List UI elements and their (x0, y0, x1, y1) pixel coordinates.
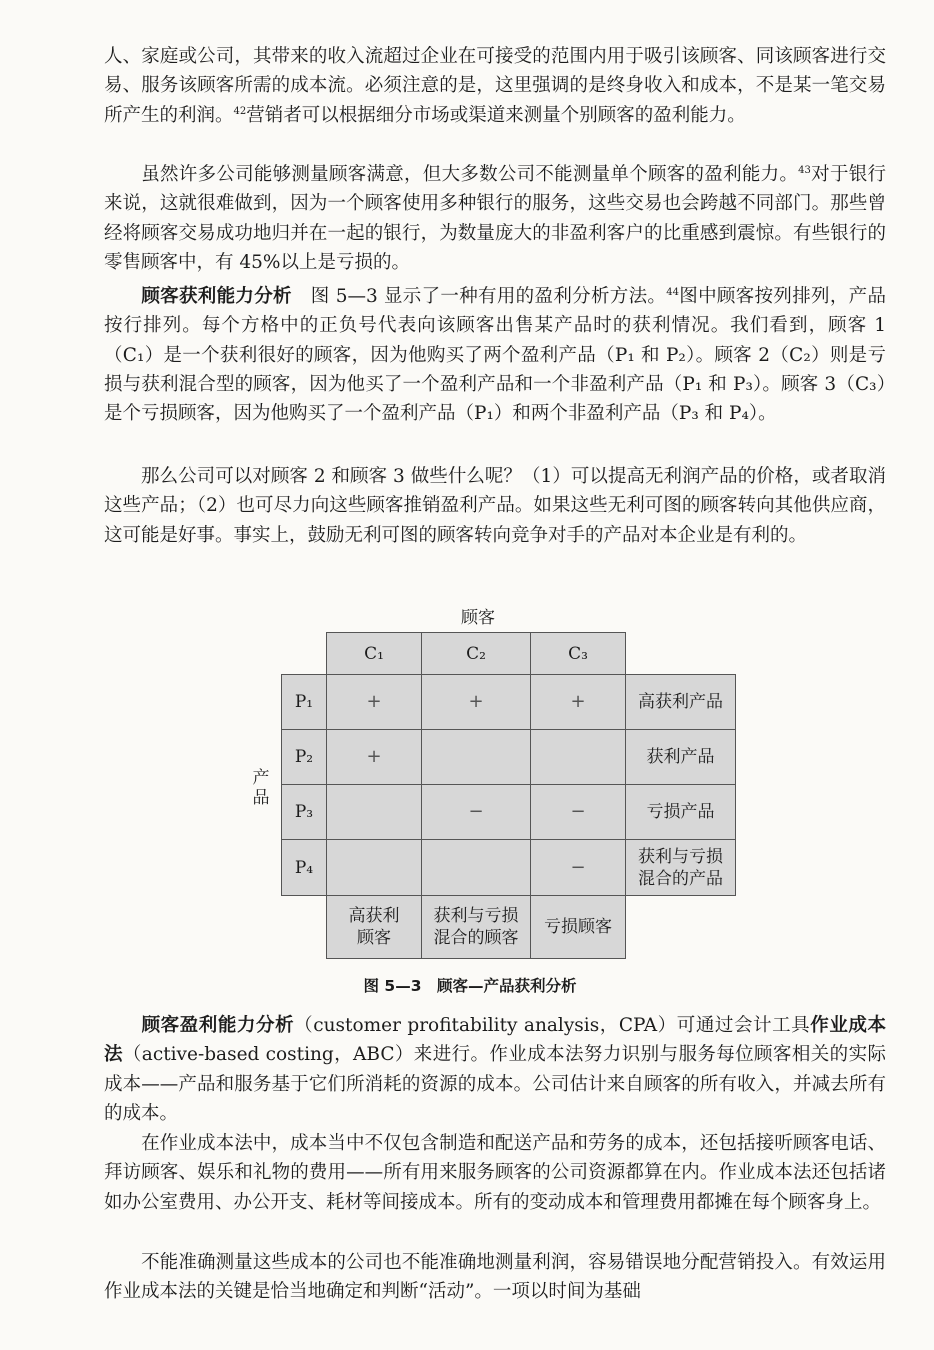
matrix-cell (421, 729, 531, 785)
footnote-ref-43[interactable]: 43 (798, 165, 811, 176)
footnote-ref-44[interactable]: 44 (666, 287, 679, 298)
row-label: 亏损产品 (625, 784, 736, 840)
matrix-cell: + (421, 674, 531, 730)
matrix-cell (421, 839, 531, 896)
figure-side-label: 产品 (252, 768, 270, 808)
figure-top-label: 顾客 (461, 608, 495, 628)
row-label: 高获利产品 (625, 674, 736, 730)
row-header: P₁ (281, 674, 327, 730)
paragraph-2-text-a: 虽然许多公司能够测量顾客满意，但大多数公司不能测量单个顾客的盈利能力。 (141, 164, 799, 185)
matrix-cell: + (326, 674, 422, 730)
paragraph-2 (104, 160, 886, 277)
paragraph-6-text: 在作业成本法中，成本当中不仅包含制造和配送产品和劳务的成本，还包括接听顾客电话、拜访顾客、娱乐和礼物的费用——所有用来服务顾客的公司资源都算在内。作业成本法还包括诸如办公室费用、办公开支、耗材等间接成本。所有的变动成本和管理费用都摊在每个顾客身上。 (104, 1133, 886, 1213)
matrix-cell: − (530, 784, 626, 840)
paragraph-4-text: 那么公司可以对顾客 2 和顾客 3 做些什么呢？（1）可以提高无利润产品的价格，或者取消这些产品；（2）也可尽力向这些顾客推销盈利产品。如果这些无利可图的顾客转向其他供应商，这可能是好事。事实上，鼓励无利可图的顾客转向竞争对手的产品对本企业是有利的。 (104, 466, 886, 546)
matrix-cell: + (530, 674, 626, 730)
paragraph-3-text-a: 图 5—3 显示了一种有用的盈利分析方法。 (291, 286, 667, 307)
paragraph-3 (104, 282, 886, 428)
paragraph-5-text-b: （active-based costing，ABC）来进行。作业成本法努力识别与服务每位顾客相关的实际成本——产品和服务基于它们所消耗的资源的成本。公司估计来自顾客的所有收入，并减去所有的成本。 (104, 1044, 886, 1124)
row-label: 获利产品 (625, 729, 736, 785)
row-header: P₃ (281, 784, 327, 840)
matrix-cell: − (530, 839, 626, 896)
matrix-cell: − (421, 784, 531, 840)
paragraph-6 (104, 1129, 886, 1217)
term-abc: 作业成本法 (104, 1015, 886, 1066)
paragraph-2-text-b: 对于银行来说，这就很难做到，因为一个顾客使用多种银行的服务，这些交易也会跨越不同部门。那些曾经将顾客交易成功地归并在一起的银行，为数量庞大的非盈利客户的比重感到震惊。有些银行的零售顾客中，有 45%以上是亏损的。 (104, 164, 886, 273)
paragraph-5 (104, 1011, 886, 1128)
figure-caption: 图 5—3 顾客—产品获利分析 (363, 977, 577, 995)
matrix-cell (326, 784, 422, 840)
row-header: P₄ (281, 839, 327, 896)
paragraph-1-text-b: 营销者可以根据细分市场或渠道来测量个别顾客的盈利能力。 (246, 104, 746, 126)
paragraph-3-text-b: 图中顾客按列排列，产品按行排列。每个方格中的正负号代表向该顾客出售某产品时的获利情况。我们看到，顾客 1（C₁）是一个获利很好的顾客，因为他购买了两个盈利产品（P₁ 和 P₂）。顾客 2（C₂）则是亏损与获利混合型的顾客，因为他买了一个盈利产品和一个非盈利产品（P₁ 和 P₃）。顾客 3（C₃）是个亏损顾客，因为他购买了一个盈利产品（P₁）和两个非盈利产品（P₃ 和 P₄）。 (104, 286, 886, 425)
column-header: C₁ (326, 632, 422, 675)
paragraph-7 (104, 1248, 886, 1307)
matrix-cell: + (326, 729, 422, 785)
section-heading-customer-profitability: 顾客获利能力分析 (141, 286, 292, 307)
column-header: C₂ (421, 632, 531, 675)
row-header: P₂ (281, 729, 327, 785)
column-label: 获利与亏损混合的顾客 (421, 895, 531, 959)
matrix-cell (530, 729, 626, 785)
matrix-cell (326, 839, 422, 896)
row-label: 获利与亏损混合的产品 (625, 839, 736, 896)
paragraph-5-text-a: （customer profitability analysis，CPA）可通过会计工具 (294, 1015, 811, 1036)
paragraph-4 (104, 462, 886, 550)
footnote-ref-42[interactable]: 42 (233, 105, 247, 117)
column-label: 高获利顾客 (326, 895, 422, 959)
paragraph-1-text-a: 人、家庭或公司，其带来的收入流超过企业在可接受的范围内用于吸引该顾客、同该顾客进行交易、服务该顾客所需的成本流。必须注意的是，这里强调的是终身收入和成本，不是某一笔交易所产生的利润。 (104, 46, 886, 126)
column-label: 亏损顾客 (530, 895, 626, 959)
paragraph-1 (104, 42, 886, 130)
paragraph-7-text: 不能准确测量这些成本的公司也不能准确地测量利润，容易错误地分配营销投入。有效运用作业成本法的关键是恰当地确定和判断“活动”。一项以时间为基础 (104, 1252, 886, 1303)
column-header: C₃ (530, 632, 626, 675)
term-cpa: 顾客盈利能力分析 (141, 1015, 295, 1036)
